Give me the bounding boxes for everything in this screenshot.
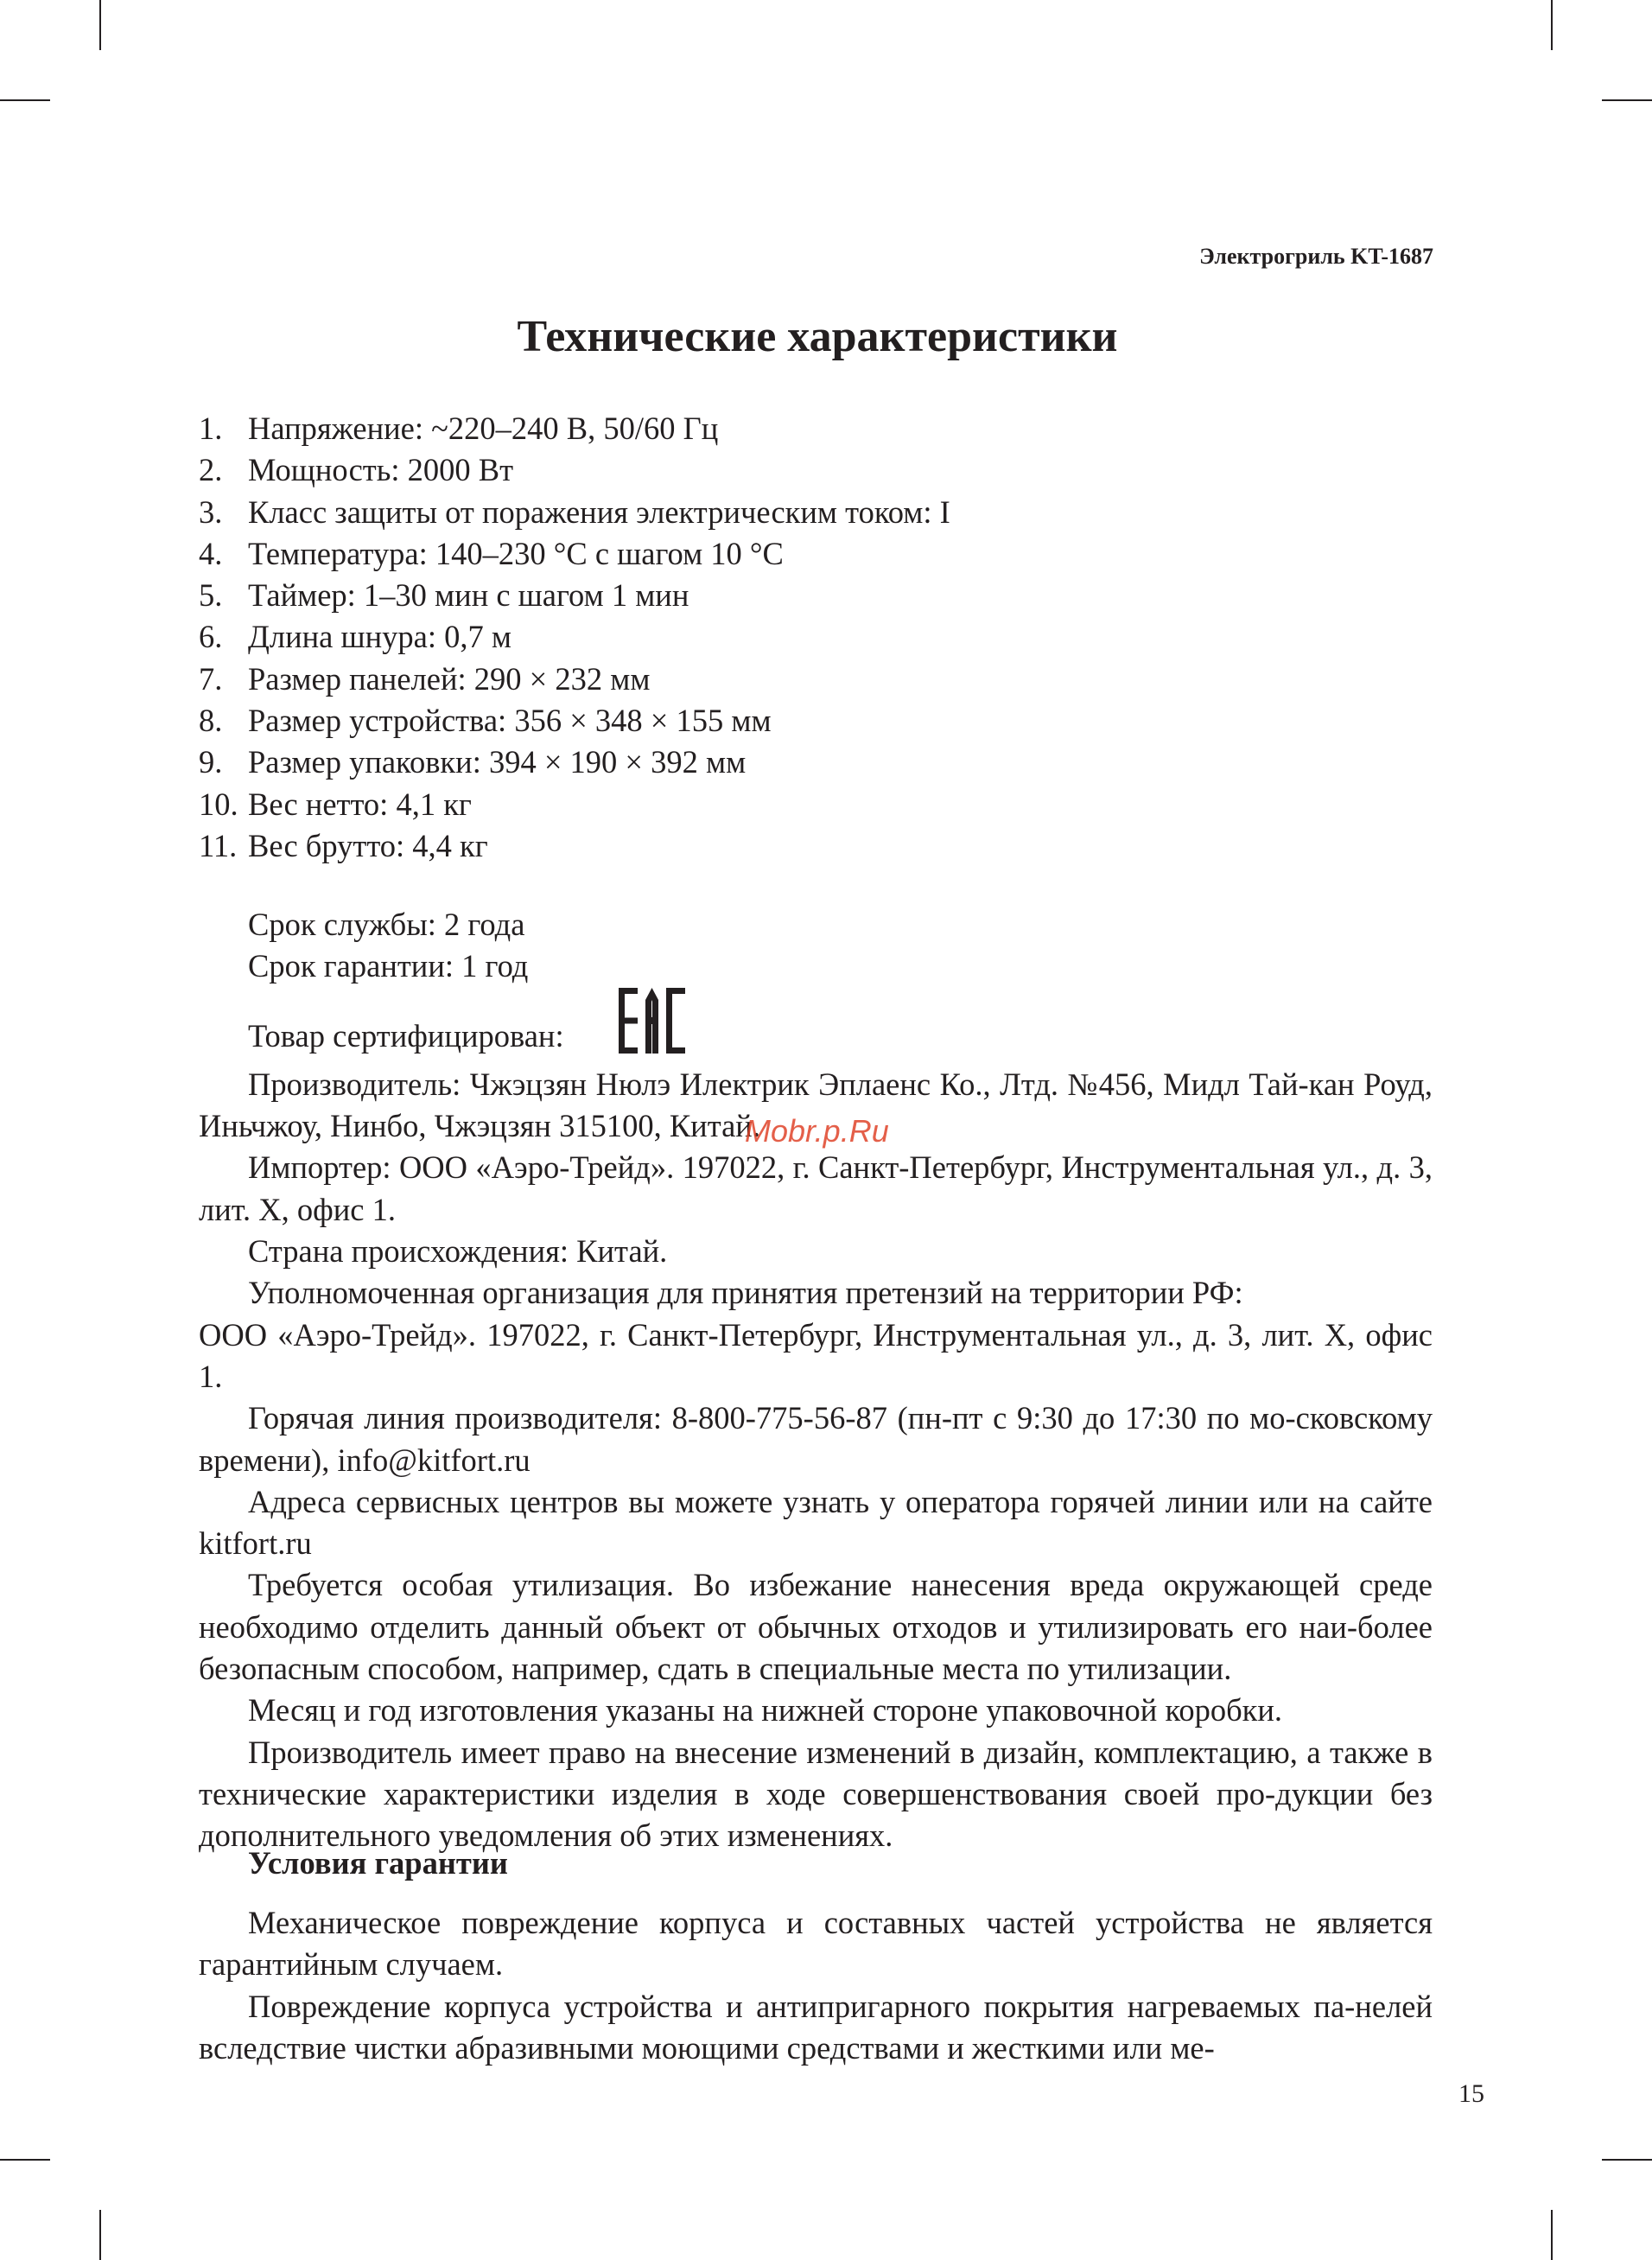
- manufacture-date-notice: Месяц и год изготовления указаны на нижней стороне упаковочной коробки.: [248, 1692, 1283, 1728]
- authorized-organization-address: ООО «Аэро-Трейд». 197022, г. Санкт-Петербург, Инструментальная ул., д. 3, лит. Х, офис 1.: [199, 1316, 1433, 1394]
- crop-mark-bottom-left-v: [99, 2210, 101, 2260]
- spec-item: 5. Таймер: 1–30 мин с шагом 1 мин: [199, 577, 689, 614]
- eac-mark-icon: [569, 988, 691, 1064]
- spec-item: 4. Температура: 140–230 °С с шагом 10 °С: [199, 535, 784, 571]
- spec-item: 2. Мощность: 2000 Вт: [199, 452, 514, 488]
- crop-mark-bottom-right-v: [1551, 2210, 1553, 2260]
- spec-item: 1. Напряжение: ~220–240 В, 50/60 Гц: [199, 411, 719, 446]
- page-number: 15: [1458, 2079, 1484, 2108]
- info-section: [199, 904, 1433, 1857]
- warranty-paragraph: Повреждение корпуса устройства и антипригарного покрытия нагреваемых па-нелей вследствие чистки абразивными моющими средствами и жесткими или ме-: [199, 1988, 1433, 2066]
- page-title: Технические характеристики: [517, 312, 1118, 361]
- crop-mark-top-left-v: [99, 0, 101, 50]
- running-header: Электрогриль KT-1687: [1199, 244, 1433, 269]
- spec-item: 8. Размер устройства: 356 × 348 × 155 мм: [199, 703, 772, 739]
- crop-mark-top-right-h: [1602, 99, 1652, 101]
- spec-item: 9. Размер упаковки: 394 × 190 × 392 мм: [199, 744, 747, 780]
- crop-mark-top-right-v: [1551, 0, 1553, 50]
- country-of-origin: Страна происхождения: Китай.: [248, 1233, 668, 1270]
- warranty-section: [199, 1902, 1433, 2069]
- spec-item: 3. Класс защиты от поражения электрическим током: I: [199, 493, 950, 530]
- watermark: Mobr.p.Ru: [745, 1113, 889, 1149]
- warranty-heading: Условия гарантии: [248, 1845, 508, 1881]
- service-centers: Адреса сервисных центров вы можете узнать у оператора горячей линии или на сайте kitfort.ru: [199, 1483, 1433, 1562]
- spec-item: 6. Длина шнура: 0,7 м: [199, 619, 511, 655]
- service-life: Срок службы: 2 года: [248, 907, 525, 942]
- certification-label: Товар сертифицирован:: [248, 1017, 564, 1054]
- crop-mark-top-left-h: [0, 99, 50, 101]
- warranty-paragraph: Механическое повреждение корпуса и составных частей устройства не является гарантийным случаем.: [199, 1905, 1433, 1983]
- certification: [199, 988, 1433, 1064]
- hotline: Горячая линия производителя: 8-800-775-56-87 (пн-пт с 9:30 до 17:30 по мо-сковскому времени), info@kitfort.ru: [199, 1400, 1433, 1478]
- authorized-organization: Уполномоченная организация для принятия претензий на территории РФ:: [248, 1275, 1243, 1311]
- spec-item: 7. Размер панелей: 290 × 232 мм: [199, 660, 651, 697]
- warranty-period: Срок гарантии: 1 год: [248, 948, 529, 984]
- changes-notice: Производитель имеет право на внесение изменений в дизайн, комплектацию, а также в технические характеристики изделия в ходе совершенствования своей про-дукции без дополнительного уведомления об этих изменениях.: [199, 1734, 1433, 1854]
- specs-list: [199, 408, 950, 867]
- manufacturer: Производитель: Чжэцзян Нюлэ Илектрик Эплаенс Ко., Лтд. №456, Мидл Тай-кан Роуд, Иньчжоу, Нинбо, Чжэцзян 315100, Китай.: [199, 1066, 1433, 1144]
- crop-mark-bottom-right-h: [1602, 2159, 1652, 2161]
- spec-item: 10. Вес нетто: 4,1 кг: [199, 786, 472, 822]
- crop-mark-bottom-left-h: [0, 2159, 50, 2161]
- disposal-notice: Требуется особая утилизация. Во избежание нанесения вреда окружающей среде необходимо отделить данный объект от обычных отходов и утилизировать его наи-более безопасным способом, например, сдать в специальные места по утилизации.: [199, 1567, 1433, 1687]
- importer: Импортер: ООО «Аэро-Трейд». 197022, г. Санкт-Петербург, Инструментальная ул., д. 3, лит. Х, офис 1.: [199, 1149, 1433, 1227]
- spec-item: 11. Вес брутто: 4,4 кг: [199, 827, 488, 863]
